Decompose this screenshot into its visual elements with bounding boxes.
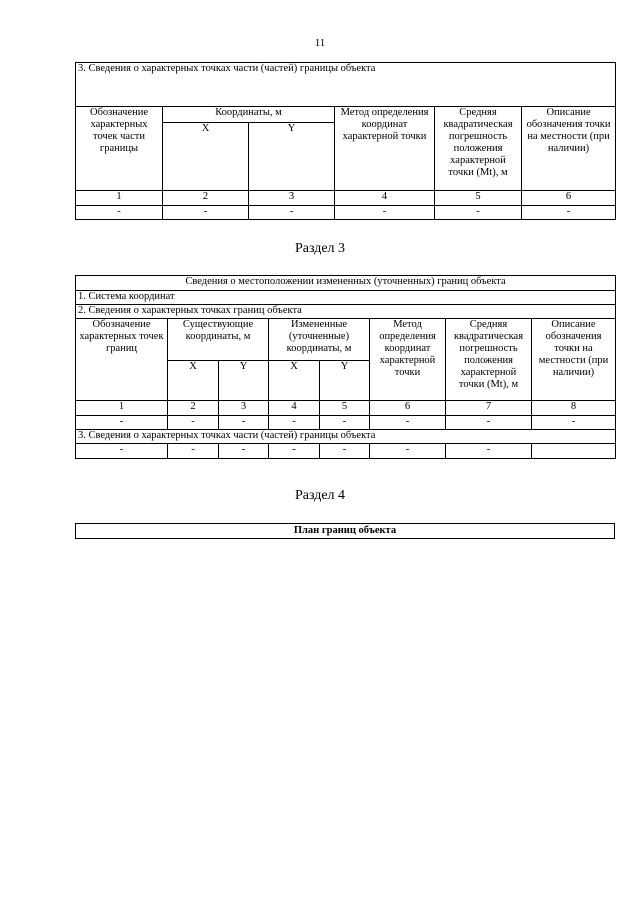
cell: [532, 444, 616, 459]
cell: -: [269, 444, 320, 459]
cell: -: [76, 444, 168, 459]
table-row: [76, 416, 616, 430]
part-boundary-points-row: 3. Сведения о характерных точках части (частей) границы объекта: [76, 430, 616, 444]
table-caption: Сведения о местоположении измененных (уточненных) границ объекта: [76, 276, 616, 291]
column-number: 6: [522, 191, 616, 206]
header-y: Y: [249, 123, 335, 191]
cell: -: [522, 206, 616, 220]
cell: -: [435, 206, 522, 220]
header-point-designation: Обозначение характерных точек части границы: [76, 107, 163, 191]
table-title: 3. Сведения о характерных точках части (частей) границы объекта: [76, 63, 616, 107]
table-boundary-plan: [75, 523, 615, 539]
header-point-designation: Обозначение характерных точек границ: [76, 319, 168, 401]
column-number: 3: [219, 401, 269, 416]
table-row: [76, 444, 616, 459]
header-x: X: [168, 361, 219, 401]
column-number: 5: [435, 191, 522, 206]
column-number: 6: [370, 401, 446, 416]
cell: -: [370, 416, 446, 430]
coordinate-system-row: 1. Система координат: [76, 291, 616, 305]
cell: -: [76, 416, 168, 430]
header-y: Y: [219, 361, 269, 401]
section-3-title: Раздел 3: [294, 241, 346, 256]
column-number: 1: [76, 191, 163, 206]
header-coordinates: Координаты, м: [163, 107, 335, 123]
header-method: Метод определения координат характерной точки: [370, 319, 446, 401]
header-error: Средняя квадратическая погрешность положения характерной точки (Mt), м: [446, 319, 532, 401]
column-number: 7: [446, 401, 532, 416]
cell: -: [219, 444, 269, 459]
table-changed-boundaries: [75, 275, 616, 459]
header-x: X: [269, 361, 320, 401]
header-existing-coordinates: Существующие координаты, м: [168, 319, 269, 361]
cell: -: [163, 206, 249, 220]
column-number: 4: [335, 191, 435, 206]
cell: -: [446, 444, 532, 459]
header-description: Описание обозначения точки на местности (при наличии): [532, 319, 616, 401]
header-error: Средняя квадратическая погрешность положения характерной точки (Mt), м: [435, 107, 522, 191]
cell: -: [168, 444, 219, 459]
column-number: 8: [532, 401, 616, 416]
column-number: 5: [320, 401, 370, 416]
cell: -: [219, 416, 269, 430]
header-description: Описание обозначения точки на местности (при наличии): [522, 107, 616, 191]
column-number: 2: [163, 191, 249, 206]
column-number: 2: [168, 401, 219, 416]
cell: -: [76, 206, 163, 220]
cell: -: [370, 444, 446, 459]
header-method: Метод определения координат характерной точки: [335, 107, 435, 191]
cell: -: [249, 206, 335, 220]
header-changed-coordinates: Измененные (уточненные) координаты, м: [269, 319, 370, 361]
column-number: 1: [76, 401, 168, 416]
cell: -: [320, 444, 370, 459]
boundary-points-row: 2. Сведения о характерных точках границ объекта: [76, 305, 616, 319]
table-part-boundary-points: [75, 62, 616, 220]
header-x: X: [163, 123, 249, 191]
cell: -: [446, 416, 532, 430]
cell: -: [335, 206, 435, 220]
header-y: Y: [320, 361, 370, 401]
cell: -: [168, 416, 219, 430]
page-number: 11: [314, 37, 326, 49]
column-number: 4: [269, 401, 320, 416]
plan-label: План границ объекта: [76, 524, 615, 539]
cell: -: [532, 416, 616, 430]
section-4-title: Раздел 4: [294, 488, 346, 503]
table-row: [76, 206, 616, 220]
cell: -: [269, 416, 320, 430]
cell: -: [320, 416, 370, 430]
column-number: 3: [249, 191, 335, 206]
